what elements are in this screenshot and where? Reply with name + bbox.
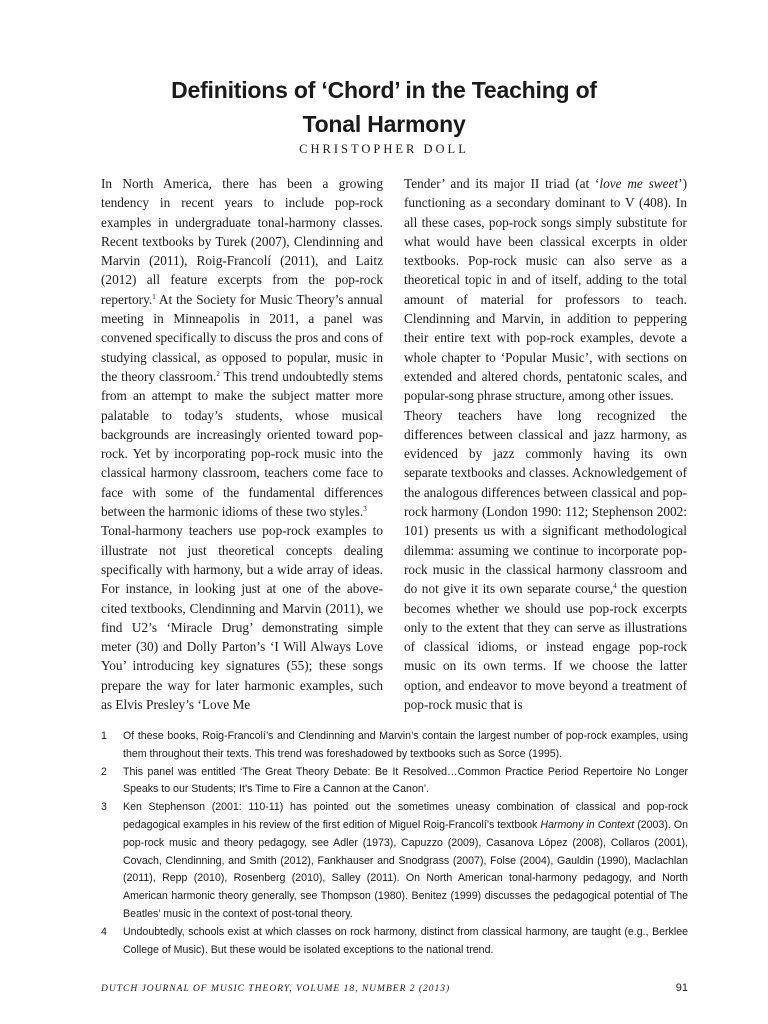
footnote-number: 2 [101,765,107,778]
journal-citation: DUTCH JOURNAL OF MUSIC THEORY, VOLUME 18, NUMBER 2 (2013) [101,984,451,994]
footnote-3 [101,799,688,924]
footnote-ref-3[interactable]: 3 [363,505,367,514]
footnote-1 [101,728,688,764]
paragraph [404,406,687,715]
footnote-ref-1[interactable]: 1 [152,292,156,301]
paragraph-text: This trend undoubtedly stems from an attempt to make the subject matter more palatable to today’s students, whose musical backgrounds are increasingly oriented toward pop-rock. Yet by incorporating pop-rock music into the classical harmony classroom, teachers come face to face with some of the fundamental differences between the harmonic idioms of these two styles. [101,368,383,520]
paragraph [404,174,687,406]
paragraph-text: At the Society for Music Theory’s annual meeting in Minneapolis in 2011, a panel was convened specifically to discuss the pros and cons of studying classical, as opposed to popular, music in the theory classroom. [101,291,383,384]
footnote-number: 1 [101,730,107,742]
footnote-2 [101,764,688,800]
body-column-left [101,174,383,714]
footnote-text: This panel was entitled ‘The Great Theory Debate: Be It Resolved…Common Practice Period Repertoire No Longer Speaks to our Students; It’s Time to Fire a Cannon at the Canon’. [123,765,688,796]
article-title [0,73,768,141]
author-name: CHRISTOPHER DOLL [299,142,469,156]
footnote-text: (2003). On pop-rock music and theory pedagogy, see Adler (1973), Capuzzo (2009), Casanova López (2008), Collaros (2001), Covach, Clendinning, and Smith (2012), Fankhauser and Snodgrass (2007), Folse (2004), Gauldin (1990), Maclachlan (2011), Repp (2010), Rosenberg (2010), Salley (2011). On North American tonal-harmony pedagogy, and North American harmonic theory generally, see Thompson (1980). Benitez (1999) discusses the pedagogical potential of The Beatles’ music in the context of post-tonal theory. [123,818,688,920]
book-title: Harmony in Context [540,818,635,831]
paragraph-text: the question becomes whether we should use pop-rock excerpts only to the extent that they can serve as illustrations of classical idioms, or instead engage pop-rock music on its own terms. If we choose the latter option, and endeavor to move beyond a treatment of pop-rock music that is [404,581,687,713]
paragraph-text: Tender’ and its major II triad (at ‘ [404,176,600,191]
body-column-right [404,174,687,714]
page-number: 91 [675,982,688,994]
paragraph [101,174,383,521]
footnote-number: 4 [101,925,107,938]
paragraph [101,521,383,714]
lyric-quote: love me sweet [599,176,679,191]
footnote-ref-4[interactable]: 4 [613,582,617,591]
paragraph-text: ’) functioning as a secondary dominant to V (408). In all these cases, pop-rock songs simply substitute for what would have been classical excerpts in older textbooks. Pop-rock music can also serve as a theoretical topic in and of itself, adding to the total amount of material for professors to teach. Clendinning and Marvin, in addition to peppering their entire text with pop-rock examples, devote a whole chapter to ‘Popular Music’, with sections on extended and altered chords, pentatonic scales, and popular-song phrase structure, among other issues. [404,176,687,404]
paragraph-text: Theory teachers have long recognized the differences between classical and jazz harmony, as evidenced by jazz commonly having its own separate textbooks and classes. Acknowledgement of the analogous differences between classical and pop-rock harmony (London 1990: 112; Stephenson 2002: 101) presents us with a significant methodological dilemma: assuming we continue to incorporate pop-rock music in the classical harmony classroom and do not give it its own separate course, [404,407,687,597]
footnotes [101,728,688,959]
footnote-number: 3 [101,801,107,814]
footnote-text: Undoubtedly, schools exist at which classes on rock harmony, distinct from classical harmony, are taught (e.g., Berklee College of Music). But these would be isolated exceptions to the national trend. [123,925,688,956]
footnote-ref-2[interactable]: 2 [216,369,220,378]
title-line-2: Tonal Harmony [302,111,466,138]
footnote-text: Ken Stephenson (2001: 110-11) has pointed out the sometimes uneasy combination of classical and pop-rock pedagogical examples in his review of the first edition of Miguel Roig-Francolí’s textbook [123,801,688,831]
footnote-4 [101,924,688,960]
paragraph-text: In North America, there has been a growing tendency in recent years to include pop-rock examples in undergraduate tonal-harmony classes. Recent textbooks by Turek (2007), Clendinning and Marvin (2011), Roig-Francolí (2011), and Laitz (2012) all feature excerpts from the pop-rock repertory. [101,176,383,307]
footnote-text: Of these books, Roig-Francolí’s and Clendinning and Marvin’s contain the largest number of pop-rock examples, using them throughout their texts. This trend was foreshadowed by textbooks such as Sorce (1995). [123,730,688,760]
title-line-1: Definitions of ‘Chord’ in the Teaching of [171,77,597,104]
paragraph-text: Tonal-harmony teachers use pop-rock examples to illustrate not just theoretical concepts dealing specifically with harmony, but a wide array of ideas. For instance, in looking just at one of the above-cited textbooks, Clendinning and Marvin (2011), we find U2’s ‘Miracle Drug’ demonstrating simple meter (30) and Dolly Parton’s ‘I Will Always Love You’ introducing key signatures (55); these songs prepare the way for later harmonic examples, such as Elvis Presley’s ‘Love Me [101,523,383,713]
